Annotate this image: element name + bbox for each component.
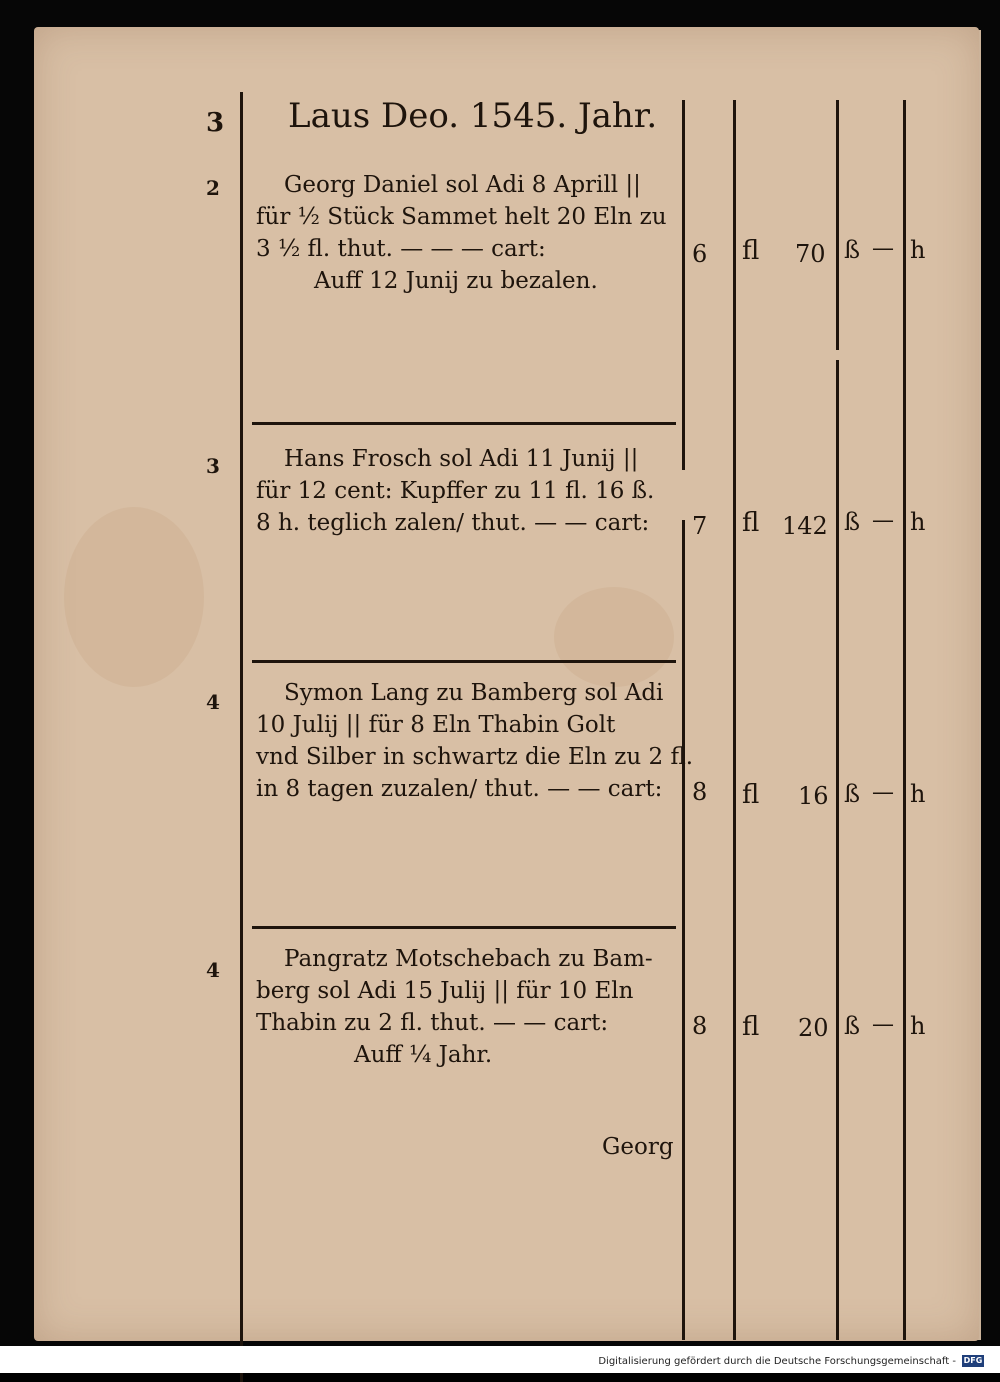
folio-ref: 7: [692, 512, 708, 540]
entry-ref: 4: [206, 690, 220, 714]
folio-number: 3: [206, 108, 225, 138]
entry-line: in 8 tagen zuzalen/ thut. — — cart:: [256, 776, 663, 802]
entry-ref: 3: [206, 454, 220, 478]
column-rule: [682, 520, 685, 1340]
column-rule: [733, 100, 736, 1340]
entry-line: Auff ¼ Jahr.: [354, 1042, 493, 1068]
schilling-symbol: ß: [844, 1012, 861, 1040]
schilling-dash: —: [872, 236, 894, 261]
entry-line: Pangratz Motschebach zu Bam-: [284, 946, 653, 972]
entry-line: Georg Daniel sol Adi 8 Aprill ||: [284, 172, 641, 198]
page-title: Laus Deo. 1545. Jahr.: [288, 96, 658, 136]
entry-ref: 2: [206, 176, 220, 200]
entry-line: 3 ½ fl. thut. — — — cart:: [256, 236, 546, 262]
entry-ref: 4: [206, 958, 220, 982]
entry-line: berg sol Adi 15 Julij || für 10 Eln: [256, 978, 634, 1004]
schilling-symbol: ß: [844, 508, 861, 536]
florin-symbol: fl: [742, 1012, 760, 1042]
florin-symbol: fl: [742, 236, 760, 266]
schilling-dash: —: [872, 780, 894, 805]
florin-amount: 16: [798, 782, 829, 810]
funding-notice: Digitalisierung gefördert durch die Deutsche Forschungsgemeinschaft -: [598, 1356, 956, 1367]
florin-amount: 70: [795, 240, 826, 268]
heller-symbol: h: [910, 508, 926, 536]
entry-line: vnd Silber in schwartz die Eln zu 2 fl.: [256, 744, 694, 770]
folio-ref: 8: [692, 778, 708, 806]
schilling-symbol: ß: [844, 780, 861, 808]
entry-line: Auff 12 Junij zu bezalen.: [314, 268, 598, 294]
entry-line: Hans Frosch sol Adi 11 Junij ||: [284, 446, 639, 472]
paper-stain: [64, 507, 204, 687]
entry-divider: [252, 422, 676, 425]
heller-symbol: h: [910, 236, 926, 264]
schilling-dash: —: [872, 1012, 894, 1037]
entry-line: 8 h. teglich zalen/ thut. — — cart:: [256, 510, 650, 536]
column-rule: [903, 100, 906, 1340]
entry-line: Thabin zu 2 fl. thut. — — cart:: [256, 1010, 609, 1036]
entry-line: 10 Julij || für 8 Eln Thabin Golt: [256, 712, 616, 738]
column-rule: [836, 360, 839, 1340]
column-rule: [836, 100, 839, 350]
catchword: Georg: [602, 1134, 674, 1160]
entry-divider: [252, 660, 676, 663]
florin-amount: 142: [782, 512, 828, 540]
heller-symbol: h: [910, 780, 926, 808]
entry-divider: [252, 926, 676, 929]
column-rule: [682, 100, 685, 470]
entry-line: für ½ Stück Sammet helt 20 Eln zu: [256, 204, 667, 230]
schilling-dash: —: [872, 508, 894, 533]
dfg-logo: DFG: [963, 1356, 983, 1365]
florin-symbol: fl: [742, 508, 760, 538]
florin-symbol: fl: [742, 780, 760, 810]
schilling-symbol: ß: [844, 236, 861, 264]
entry-line: für 12 cent: Kupffer zu 11 fl. 16 ß.: [256, 478, 655, 504]
florin-amount: 20: [798, 1014, 829, 1042]
margin-rule-left: [240, 92, 243, 1382]
entry-line: Symon Lang zu Bamberg sol Adi: [284, 680, 664, 706]
folio-ref: 8: [692, 1012, 708, 1040]
heller-symbol: h: [910, 1012, 926, 1040]
folio-ref: 6: [692, 240, 708, 268]
paper-stain: [554, 587, 674, 687]
